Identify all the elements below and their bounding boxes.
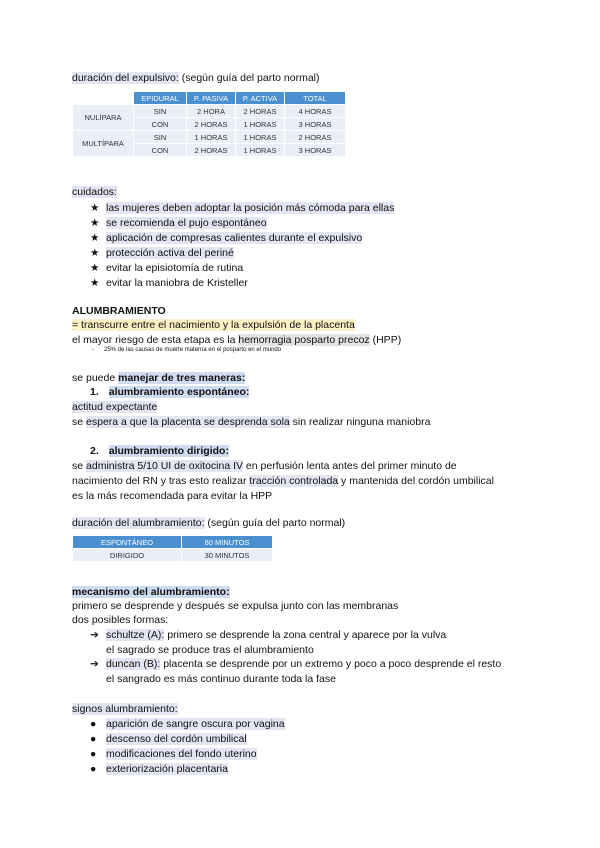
bullet-icon: ● <box>90 748 97 760</box>
mecanismo-heading-line: mecanismo del alumbramiento: <box>72 586 230 598</box>
table-cell: 2 HORAS <box>187 144 236 157</box>
table-cell: 30 MINUTOS <box>182 549 273 562</box>
signos-list <box>90 717 285 777</box>
table-header: 60 MINUTOS <box>182 536 273 549</box>
cuidados-list <box>90 201 394 291</box>
list-item: ● descenso del cordón umbilical <box>90 733 247 745</box>
spont-line2: se espera a que la placenta se desprenda sola sin realizar ninguna maniobra <box>72 416 431 428</box>
star-icon: ★ <box>90 247 100 259</box>
cuidados-heading: cuidados: <box>72 186 117 198</box>
list-item: ● aparición de sangre oscura por vagina <box>90 718 285 730</box>
table-header: P. PASIVA <box>187 92 236 105</box>
table-header: ESPONTÁNEO <box>73 536 182 549</box>
table-cell: CON <box>134 144 187 157</box>
cuidados-heading-line <box>72 186 117 198</box>
spont-line1: actitud expectante <box>72 401 158 413</box>
risk-line: el mayor riesgo de esta etapa es la hemorragia posparto precoz (HPP) <box>72 334 402 346</box>
table-cell: SIN <box>134 105 187 118</box>
table-cell: 2 HORAS <box>285 131 346 144</box>
duncan-block: ➔ duncan (B): placenta se desprende por un extremo y poco a poco desprende el resto el sangrado es más continuo durante toda la fase <box>90 658 502 685</box>
star-icon: ★ <box>90 232 100 244</box>
list-item: ★ evitar la maniobra de Kristeller <box>90 277 248 289</box>
star-icon: ★ <box>90 202 100 214</box>
table-header: EPIDURAL <box>134 92 187 105</box>
signos-heading-line: signos alumbramiento: <box>72 703 178 715</box>
mecanismo-line1: primero se desprende y después se expulsa junto con las membranas <box>72 600 399 612</box>
bullet-icon: ● <box>90 733 97 745</box>
section-title: ALUMBRAMIENTO <box>72 305 166 317</box>
table-cell: 1 HORAS <box>236 144 285 157</box>
dir-line3: es la más recomendada para evitar la HPP <box>72 490 273 502</box>
dir-heading: 2. alumbramiento dirigido: <box>90 445 229 457</box>
table-cell: 1 HORAS <box>187 131 236 144</box>
table-cell: 4 HORAS <box>285 105 346 118</box>
list-item: ★ las mujeres deben adoptar la posición más cómoda para ellas <box>90 202 395 214</box>
table-corner <box>73 92 134 105</box>
star-icon: ★ <box>90 217 100 229</box>
table-cell: SIN <box>134 131 187 144</box>
footnote-line: - 25% de las causas de muerte materna en el posparto en el mundo <box>92 347 282 353</box>
table-cell: CON <box>134 118 187 131</box>
dir-line2: nacimiento del RN y tras esto realizar tracción controlada y mantenida del cordón umbilical <box>72 475 494 487</box>
table-cell: 2 HORAS <box>187 118 236 131</box>
table-cell: 2 HORA <box>187 105 236 118</box>
star-icon: ★ <box>90 277 100 289</box>
bullet-icon: ● <box>90 718 97 730</box>
star-icon: ★ <box>90 262 100 274</box>
table-header: TOTAL <box>285 92 346 105</box>
expulsivo-heading: duración del expulsivo: <box>72 72 179 84</box>
table-cell: 3 HORAS <box>285 144 346 157</box>
table-cell: 1 HORAS <box>236 118 285 131</box>
alumbramiento-table <box>72 535 273 562</box>
schultze-block: ➔ schultze (A): primero se desprende la zona central y aparece por la vulva el sagrado se produce tras el alumbramiento <box>90 629 447 656</box>
definition-line: = transcurre entre el nacimiento y la expulsión de la placenta <box>72 319 355 331</box>
expulsivo-heading-line <box>72 72 320 84</box>
expulsivo-table <box>72 91 346 157</box>
table-header: P. ACTIVA <box>236 92 285 105</box>
bullet-icon: ● <box>90 763 97 775</box>
row-label-multipara: MULTÍPARA <box>73 131 134 157</box>
mecanismo-line2: dos posibles formas: <box>72 614 169 626</box>
list-item: ★ aplicación de compresas calientes durante el expulsivo <box>90 232 363 244</box>
spont-heading: 1. alumbramiento espontáneo: <box>90 386 250 398</box>
expulsivo-heading-suffix: (según guía del parto normal) <box>178 72 320 84</box>
row-label-nulipara: NULÍPARA <box>73 105 134 131</box>
list-item: ● exteriorización placentaria <box>90 763 228 775</box>
arrow-icon: ➔ <box>90 658 99 670</box>
table-cell: 2 HORAS <box>236 105 285 118</box>
list-item: ● modificaciones del fondo uterino <box>90 748 257 760</box>
table-cell: 3 HORAS <box>285 118 346 131</box>
list-item: ★ se recomienda el pujo espontáneo <box>90 217 267 229</box>
list-item: ★ protección activa del periné <box>90 247 234 259</box>
dir-line1: se administra 5/10 UI de oxitocina IV en perfusión lenta antes del primer minuto de <box>72 460 457 472</box>
manage-line: se puede manejar de tres maneras: <box>72 372 246 384</box>
arrow-icon: ➔ <box>90 629 99 641</box>
table-cell: DIRIGIDO <box>73 549 182 562</box>
dur-alumb-heading-line: duración del alumbramiento: (según guía del parto normal) <box>72 517 346 529</box>
list-item: ★ evitar la episiotomía de rutina <box>90 262 244 274</box>
table-cell: 1 HORAS <box>236 131 285 144</box>
